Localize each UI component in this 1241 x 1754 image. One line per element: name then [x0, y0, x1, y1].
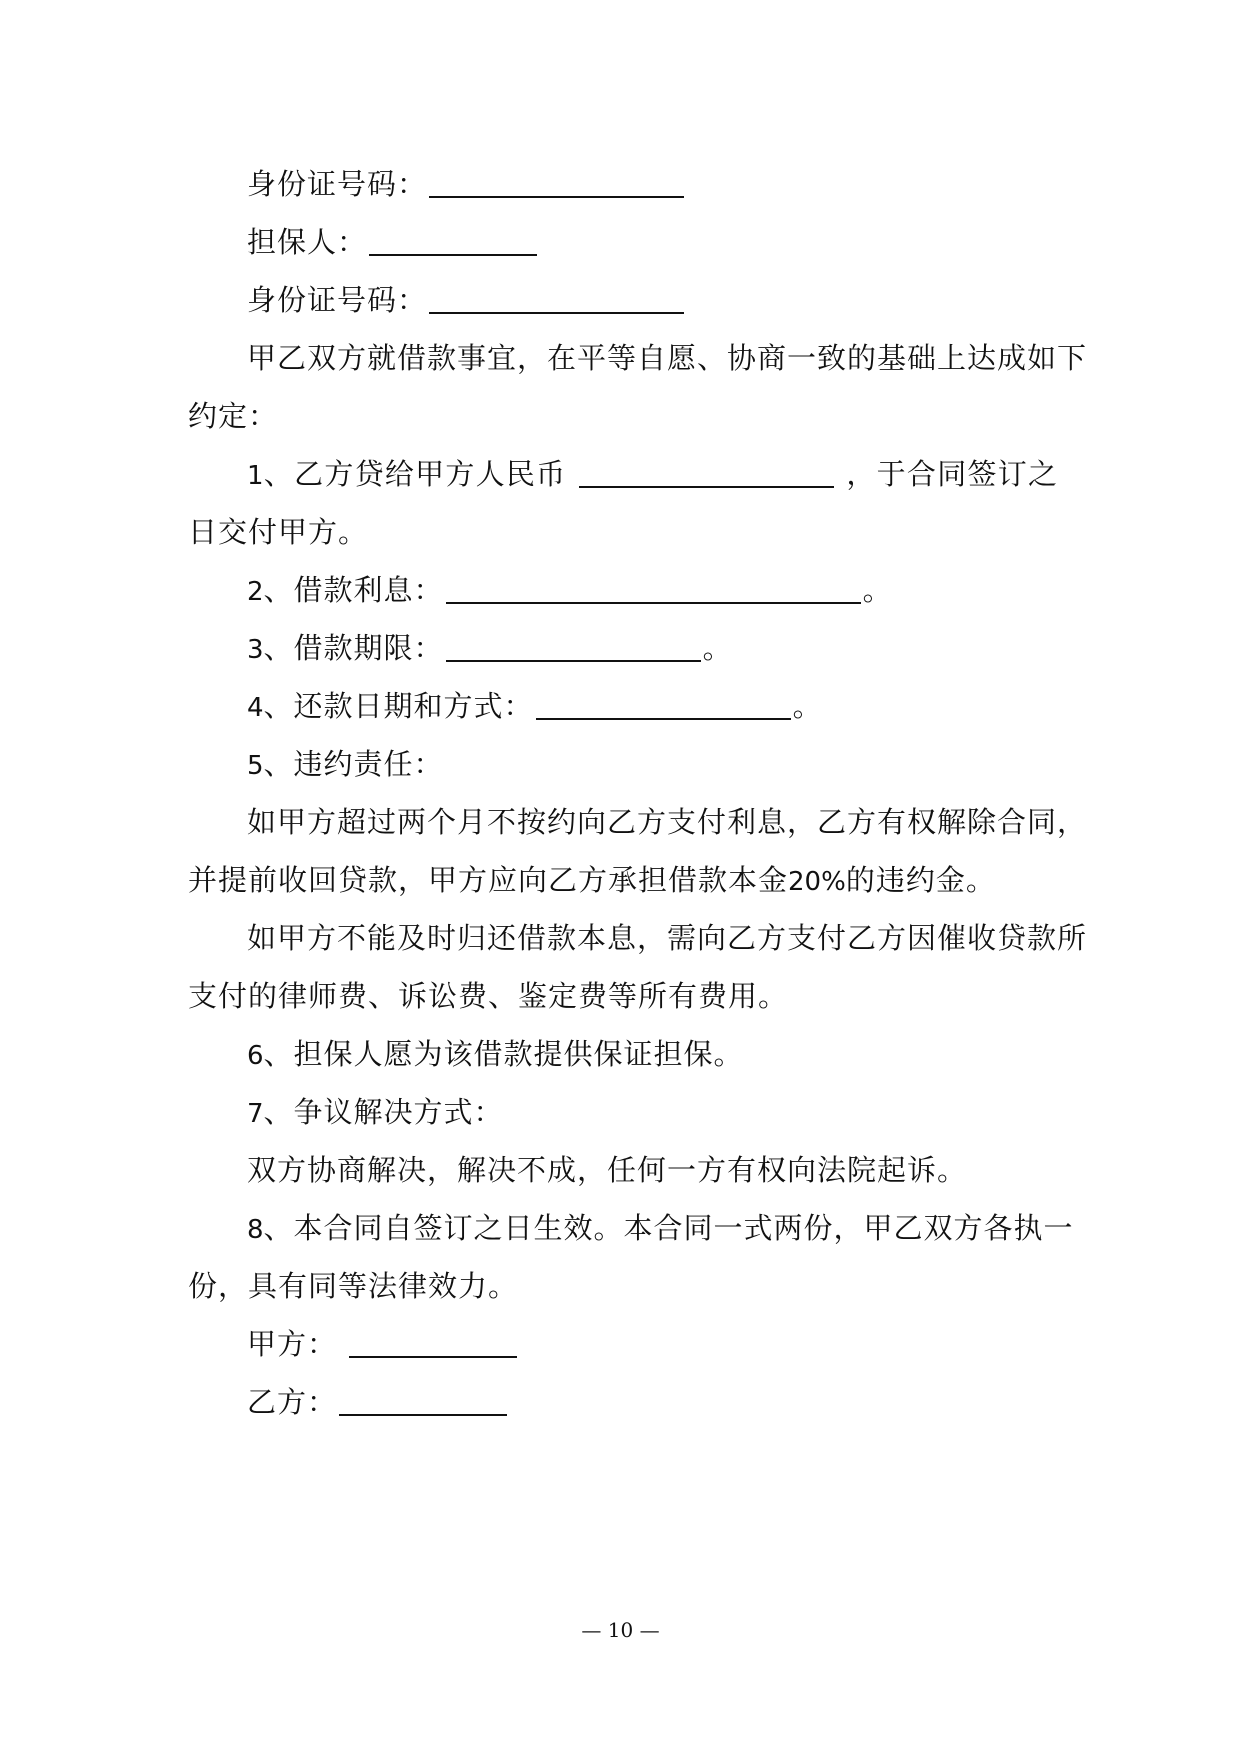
clause-4 — [247, 686, 1058, 726]
clause-number: 4 — [247, 693, 264, 723]
clause-text: 、乙方贷给甲方人民币 — [263, 457, 567, 491]
breach-2-line-1: 如甲方不能及时归还借款本息，需向乙方支付乙方因催收贷款所 — [247, 921, 1088, 955]
penalty-percent: 20% — [788, 867, 846, 897]
clause-end: 。 — [792, 689, 823, 723]
party-a-blank — [349, 1326, 517, 1358]
breach-text: 的违约金。 — [845, 863, 996, 897]
clause-1-line-1 — [247, 454, 1058, 494]
intro-line-2: 约定： — [188, 399, 279, 433]
clause-number: 1 — [247, 461, 264, 491]
clause-text: 、争议解决方式： — [263, 1095, 504, 1129]
party-a-line — [247, 1324, 1058, 1364]
party-b-line — [247, 1382, 1058, 1422]
id-number-line-2 — [247, 280, 1058, 320]
term-blank — [446, 630, 701, 662]
breach-text: 并提前收回贷款，甲方应向乙方承担借款本金 — [188, 863, 789, 897]
id-number-label: 身份证号码： — [247, 167, 428, 201]
party-b-label: 乙方： — [247, 1385, 338, 1419]
clause-number: 7 — [247, 1099, 264, 1129]
party-b-blank — [339, 1384, 507, 1416]
clause-number: 2 — [247, 577, 264, 607]
clause-end: 。 — [862, 573, 893, 607]
clause-text: 、借款期限： — [263, 631, 444, 665]
intro-line-1: 甲乙双方就借款事宜，在平等自愿、协商一致的基础上达成如下 — [247, 341, 1088, 375]
clause-text: 、还款日期和方式： — [263, 689, 534, 723]
clause-2 — [247, 570, 1058, 610]
clause-8-line-1 — [247, 1208, 1074, 1248]
clause-number: 6 — [247, 1041, 264, 1071]
clause-number: 3 — [247, 635, 264, 665]
guarantor-blank — [369, 224, 537, 256]
id-number-blank — [429, 282, 684, 314]
id-number-line-1 — [247, 164, 1058, 204]
party-a-label: 甲方： — [247, 1327, 338, 1361]
clause-text: 、本合同自签订之日生效。本合同一式两份，甲乙双方各执一 — [263, 1211, 1074, 1245]
breach-1-line-1: 如甲方超过两个月不按约向乙方支付利息，乙方有权解除合同， — [247, 805, 1088, 839]
page-number: — 10 — — [581, 1618, 660, 1642]
clause-8-line-2: 份，具有同等法律效力。 — [188, 1269, 519, 1303]
amount-blank — [579, 456, 834, 488]
guarantor-label: 担保人： — [247, 225, 368, 259]
interest-blank — [446, 572, 861, 604]
id-number-label: 身份证号码： — [247, 283, 428, 317]
clause-6 — [247, 1034, 1058, 1074]
clause-end: 。 — [702, 631, 733, 665]
id-number-blank — [429, 166, 684, 198]
clause-text: 、违约责任： — [263, 747, 444, 781]
repayment-blank — [536, 688, 791, 720]
clause-text: 、担保人愿为该借款提供保证担保。 — [263, 1037, 744, 1071]
clause-1-line-2: 日交付甲方。 — [188, 515, 369, 549]
clause-3 — [247, 628, 1058, 668]
breach-2-line-2: 支付的律师费、诉讼费、鉴定费等所有费用。 — [188, 979, 789, 1013]
dispute-text: 双方协商解决，解决不成，任何一方有权向法院起诉。 — [247, 1153, 968, 1187]
clause-7 — [247, 1092, 1058, 1132]
guarantor-line — [247, 222, 1058, 262]
clause-text: ，于合同签订之 — [846, 457, 1058, 491]
clause-5 — [247, 744, 1058, 784]
clause-number: 5 — [247, 751, 264, 781]
clause-number: 8 — [247, 1215, 264, 1245]
breach-1-line-2 — [188, 860, 1058, 900]
clause-text: 、借款利息： — [263, 573, 444, 607]
